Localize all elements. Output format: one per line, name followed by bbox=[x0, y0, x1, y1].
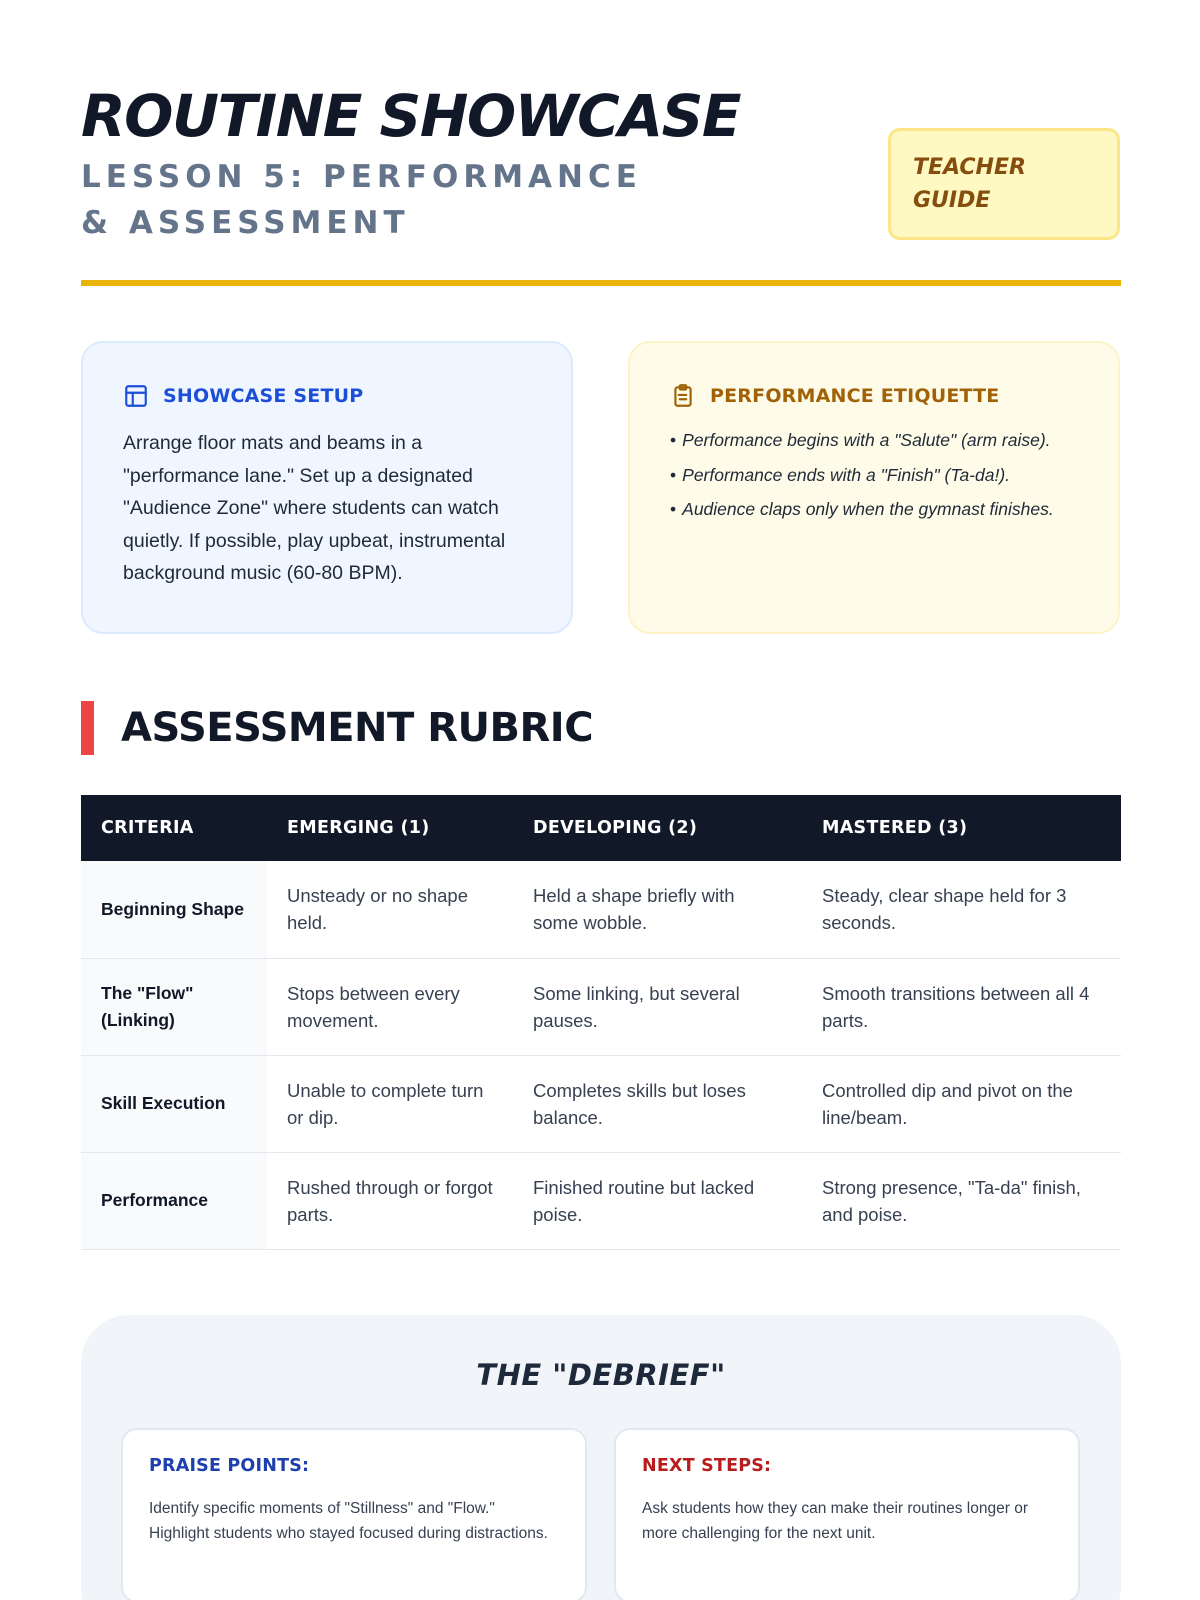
header-divider bbox=[81, 280, 1121, 286]
table-cell: Rushed through or forgot parts. bbox=[287, 1176, 493, 1225]
assessment-rubric-table bbox=[81, 795, 1121, 1250]
performance-etiquette-title: PERFORMANCE ETIQUETTE bbox=[710, 385, 1000, 407]
table-cell: Finished routine but lacked poise. bbox=[533, 1176, 755, 1225]
debrief-title: THE "DEBRIEF" bbox=[476, 1358, 726, 1392]
performance-etiquette-card bbox=[628, 341, 1120, 634]
section-accent-bar bbox=[81, 701, 94, 755]
showcase-setup-text: Arrange floor mats and beams in a "performance lane." Set up a designated "Audience Zone" where students can watch quietly. If possible, play upbeat, instrumental background music (60-80 BPM). bbox=[123, 432, 506, 584]
table-cell: Completes skills but loses balance. bbox=[533, 1079, 746, 1128]
showcase-setup-card bbox=[81, 341, 573, 634]
table-cell: Strong presence, "Ta-da" finish, and poise. bbox=[822, 1176, 1081, 1225]
showcase-setup-title: SHOWCASE SETUP bbox=[163, 385, 364, 407]
rubric-title: ASSESSMENT RUBRIC bbox=[121, 705, 594, 751]
performance-etiquette-header bbox=[670, 381, 1078, 411]
table-row bbox=[81, 1152, 1121, 1249]
next-steps-title: NEXT STEPS: bbox=[642, 1456, 772, 1476]
column-header: DEVELOPING (2) bbox=[533, 818, 698, 838]
page-title: ROUTINE SHOWCASE bbox=[81, 82, 741, 150]
praise-points-text: Identify specific moments of "Stillness" and "Flow." Highlight students who stayed focused during distractions. bbox=[149, 1500, 548, 1542]
debrief-panel bbox=[81, 1315, 1121, 1600]
table-row bbox=[81, 958, 1121, 1055]
table-cell: Steady, clear shape held for 3 seconds. bbox=[822, 885, 1067, 934]
praise-points-card bbox=[121, 1428, 587, 1600]
list-item: • Performance ends with a "Finish" (Ta-da!). bbox=[670, 458, 1078, 493]
next-steps-text: Ask students how they can make their routines longer or more challenging for the next unit. bbox=[642, 1500, 1028, 1542]
showcase-setup-header bbox=[123, 381, 531, 411]
list-item: • Performance begins with a "Salute" (arm raise). bbox=[670, 423, 1078, 458]
teacher-guide-badge: TEACHER GUIDE bbox=[888, 128, 1120, 240]
rubric-section-header bbox=[81, 701, 593, 755]
table-cell: Smooth transitions between all 4 parts. bbox=[822, 982, 1090, 1031]
table-cell: Some linking, but several pauses. bbox=[533, 982, 740, 1031]
column-header: EMERGING (1) bbox=[287, 818, 430, 838]
layout-icon bbox=[123, 383, 149, 409]
criteria-cell: Performance bbox=[81, 1152, 267, 1249]
table-row bbox=[81, 861, 1121, 958]
table-cell: Controlled dip and pivot on the line/beam. bbox=[822, 1079, 1073, 1128]
etiquette-list bbox=[670, 423, 1078, 527]
page-subtitle: LESSON 5: PERFORMANCE & ASSESSMENT bbox=[81, 159, 642, 241]
column-header: MASTERED (3) bbox=[822, 818, 968, 838]
table-cell: Unable to complete turn or dip. bbox=[287, 1079, 484, 1128]
table-cell: Held a shape briefly with some wobble. bbox=[533, 885, 735, 934]
list-item: • Audience claps only when the gymnast finishes. bbox=[670, 492, 1078, 527]
clipboard-icon bbox=[670, 383, 696, 409]
table-cell: Unsteady or no shape held. bbox=[287, 885, 469, 934]
criteria-cell: Skill Execution bbox=[81, 1055, 267, 1152]
table-row bbox=[81, 1055, 1121, 1152]
criteria-cell: Beginning Shape bbox=[81, 861, 267, 958]
column-header: CRITERIA bbox=[101, 818, 194, 838]
table-cell: Stops between every movement. bbox=[287, 982, 460, 1031]
next-steps-card bbox=[614, 1428, 1080, 1600]
table-header-row bbox=[81, 795, 1121, 861]
praise-points-title: PRAISE POINTS: bbox=[149, 1456, 310, 1476]
criteria-cell: The "Flow" (Linking) bbox=[81, 958, 267, 1055]
